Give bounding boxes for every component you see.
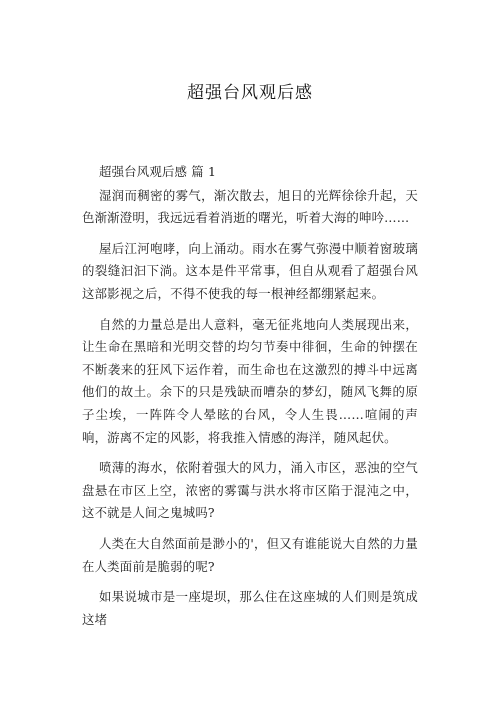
section-heading: 超强台风观后感 篇 1	[99, 164, 217, 179]
document-title: 超强台风观后感	[187, 83, 313, 103]
paragraph: 喷薄的海水，依附着强大的风力，涌入市区，恶浊的空气盘悬在市区上空，浓密的雾霭与洪水将市区陷于混沌之中，这不就是人间之鬼城吗?	[82, 460, 418, 521]
paragraph: 自然的力量总是出人意料，毫无征兆地向人类展现出来，让生命在黑暗和光明交替的均匀节奏中徘徊，生命的钟摆在不断袭来的狂风下运作着，而生命也在这激烈的搏斗中远离他们的故土。余下的只是残缺而嘈杂的梦幻，随风飞舞的原子尘埃，一阵阵令人晕眩的台风，令人生畏……喧闹的声响，游离不定的风影，将我推入情感的海洋，随风起伏。	[82, 316, 418, 445]
document-body	[82, 161, 418, 631]
paragraph: 人类在大自然面前是渺小的'，但又有谁能说大自然的力量在人类面前是脆弱的呢?	[82, 535, 418, 574]
paragraph: 湿润而稠密的雾气，渐次散去，旭日的光辉徐徐升起，天色渐渐澄明，我远远看着消逝的曙光，听着大海的呻吟……	[82, 187, 418, 226]
paragraph: 屋后江河咆哮，向上涌动。雨水在雾气弥漫中顺着窗玻璃的裂缝汩汩下淌。这本是件平常事，但自从观看了超强台风这部影视之后，不得不使我的每一根神经都绷紧起来。	[82, 240, 418, 301]
paragraph: 如果说城市是一座堤坝，那么住在这座城的人们则是筑成这堵	[82, 589, 418, 627]
